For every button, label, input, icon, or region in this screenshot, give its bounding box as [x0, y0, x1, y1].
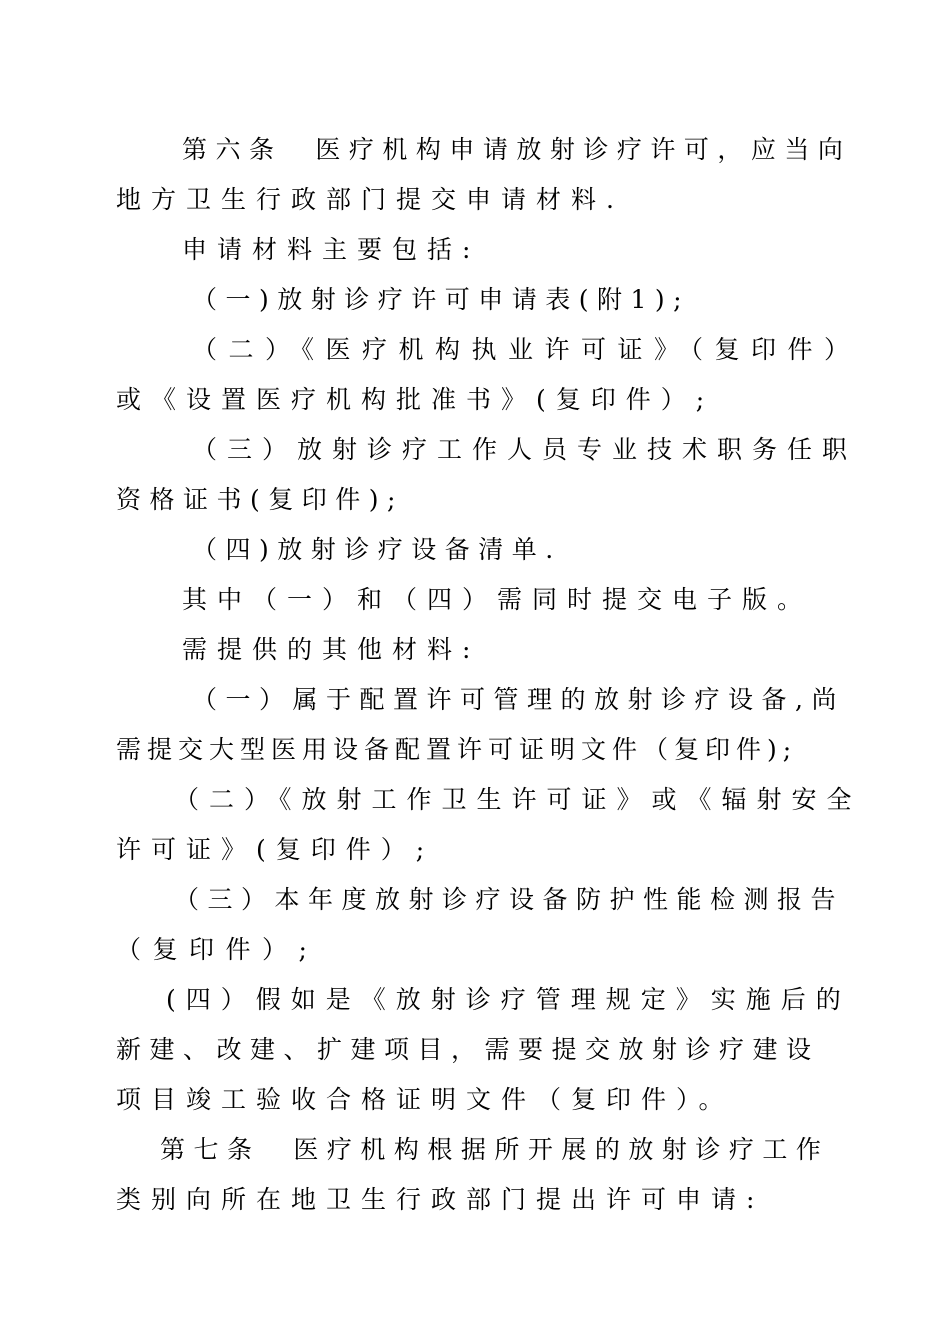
text-line: [0, 480, 950, 520]
list-item-continuation: 许可证》(复印件）;: [116, 835, 435, 864]
text-line: [0, 130, 950, 170]
text-line: [0, 280, 950, 320]
list-item-continuation: 需提交大型医用设备配置许可证明文件（复印件);: [116, 735, 798, 764]
text-line: [0, 730, 950, 770]
list-item-continuation: 项目竣工验收合格证明文件（复印件）。: [116, 1085, 734, 1114]
list-item-line: (四）假如是《放射诊疗管理规定》实施后的: [166, 985, 851, 1014]
list-item-continuation: 新建、改建、扩建项目，需要提交放射诊疗建设: [116, 1035, 820, 1064]
text-line: [0, 330, 950, 370]
text-line: [0, 1030, 950, 1070]
text-line: [0, 830, 950, 870]
text-line: [0, 780, 950, 820]
list-item-line: （三）放射诊疗工作人员专业技术职务任职: [192, 435, 858, 464]
text-line: [0, 980, 950, 1020]
list-item-line: （三）本年度放射诊疗设备防护性能检测报告: [174, 885, 845, 914]
list-item-line: （二）《医疗机构执业许可证》（复印件）: [192, 335, 861, 364]
paragraph-line: 其中（一）和（四）需同时提交电子版。: [182, 585, 813, 614]
text-line: [0, 180, 950, 220]
list-item-continuation: 资格证书(复印件);: [116, 485, 404, 514]
list-item-line: （一）属于配置许可管理的放射诊疗设备,尚: [192, 685, 845, 714]
text-line: [0, 1130, 950, 1170]
text-line: [0, 630, 950, 670]
text-line: [0, 880, 950, 920]
list-item-continuation: （复印件）;: [116, 935, 319, 964]
paragraph-line: 需提供的其他材料:: [182, 635, 481, 664]
list-item-line: （四)放射诊疗设备清单.: [192, 535, 562, 564]
text-line: [0, 680, 950, 720]
text-line: [0, 1080, 950, 1120]
paragraph-line: 申请材料主要包括:: [182, 235, 481, 264]
text-line: [0, 580, 950, 620]
article-7-heading-line: 第七条 医疗机构根据所开展的放射诊疗工作: [160, 1135, 830, 1164]
article-6-heading-line: 第六条 医疗机构申请放射诊疗许可，应当向: [182, 135, 852, 164]
list-item-line: （一)放射诊疗许可申请表(附1);: [192, 285, 691, 314]
text-line: [0, 230, 950, 270]
paragraph-line: 地方卫生行政部门提交申请材料.: [116, 185, 624, 214]
list-item-continuation: 或《设置医疗机构批准书》(复印件）;: [116, 385, 715, 414]
list-item-line: （二）《放射工作卫生许可证》或《辐射安全: [174, 785, 862, 814]
paragraph-line: 类别向所在地卫生行政部门提出许可申请:: [116, 1185, 765, 1214]
text-line: [0, 530, 950, 570]
text-line: [0, 430, 950, 470]
text-line: [0, 380, 950, 420]
text-line: [0, 1180, 950, 1220]
text-line: [0, 930, 950, 970]
